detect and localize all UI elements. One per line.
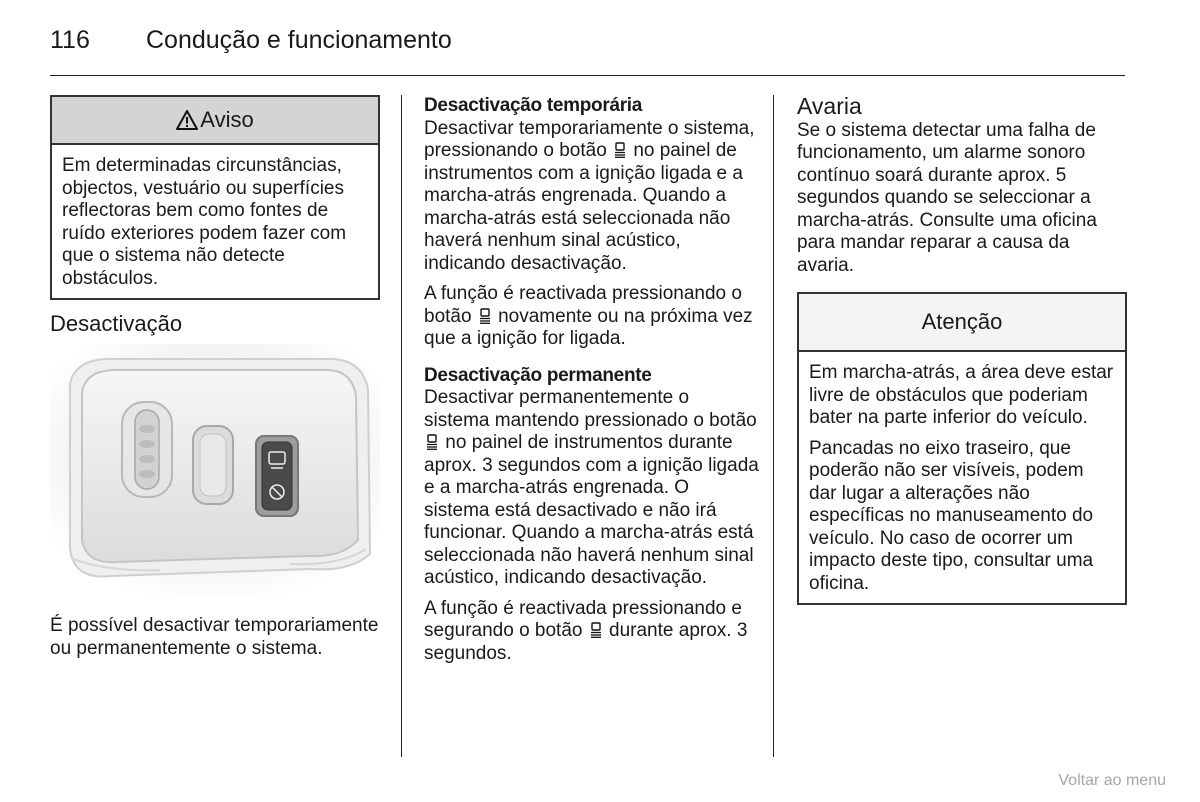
- perm-p1-part-a: Desactivar permanentemente o sistema mantendo pressionado o botão: [424, 387, 757, 431]
- parking-sensor-button-icon: [614, 142, 626, 158]
- attention-title: Atenção: [921, 308, 1003, 334]
- column-left: [50, 95, 380, 660]
- parking-sensor-button-icon: [426, 434, 438, 450]
- parking-sensor-button-icon: [479, 308, 491, 324]
- page-number: 116: [50, 26, 90, 54]
- warning-title: Aviso: [200, 106, 254, 132]
- page-header: [50, 26, 1125, 76]
- temp-p1-part-a: Desactivar temporariamente o sistema, pressionando o botão: [424, 117, 755, 161]
- warning-header: [52, 97, 378, 145]
- malfunction-text: Se o sistema detectar uma falha de funcionamento, um alarme sonoro contínuo soará durante aprox. 5 segundos quando se seleccionar a marcha-atrás. Consulte uma oficina para mandar reparar a causa da avaria.: [797, 119, 1097, 276]
- dashboard-switch-panel-illustration: [50, 344, 380, 594]
- column-middle: [424, 95, 759, 665]
- permanent-deactivation-text-1: [424, 387, 759, 590]
- header-divider: [50, 75, 1125, 76]
- subtitle-permanent-deactivation: Desactivação permanente: [424, 364, 652, 386]
- temporary-deactivation-text-2: [424, 283, 759, 351]
- section-title-malfunction: Avaria: [797, 93, 862, 119]
- column-right: [797, 95, 1127, 605]
- column-divider-1: [401, 95, 402, 757]
- attention-header: [799, 294, 1125, 352]
- chapter-title: Condução e funcionamento: [146, 26, 452, 54]
- section-title-deactivation: Desactivação: [50, 311, 183, 336]
- deactivation-caption: É possível desactivar temporariamente ou permanentemente o sistema.: [50, 615, 379, 659]
- attention-text-1: Em marcha-atrás, a área deve estar livre de obstáculos que poderiam bater na parte inferior do veículo.: [809, 362, 1114, 428]
- warning-box: [50, 95, 380, 300]
- perm-p2-part-b: durante aprox. 3 segundos.: [424, 620, 748, 664]
- attention-text-2: Pancadas no eixo traseiro, que poderão não ser visíveis, podem dar lugar a alterações não específicas no manuseamento do veículo. No caso de ocorrer um impacto deste tipo, consultar uma oficina.: [809, 437, 1094, 594]
- warning-text: Em determinadas circunstâncias, objectos, vestuário ou superfícies reflectoras bem como fontes de ruído exteriores podem fazer com que o sistema não detecte obstáculos.: [62, 155, 347, 289]
- temporary-deactivation-text-1: [424, 118, 759, 276]
- back-to-menu-link[interactable]: Voltar ao menu: [1058, 772, 1166, 789]
- permanent-deactivation-text-2: [424, 598, 759, 666]
- temp-p2-part-a: A função é reactivada pressionando o botão: [424, 283, 742, 327]
- perm-p2-part-a: A função é reactivada pressionando e segurando o botão: [424, 597, 742, 641]
- subtitle-temporary-deactivation: Desactivação temporária: [424, 95, 643, 116]
- temp-p1-part-b: no painel de instrumentos com a ignição ligada e a marcha-atrás engrenada. Quando a marcha-atrás está seleccionada não haverá nenhum sinal acústico, indicando desactivação.: [424, 140, 743, 274]
- perm-p1-part-b: no painel de instrumentos durante aprox. 3 segundos com a ignição ligada e a marcha-atrás engrenada. O sistema está desactivado e não irá funcionar. Quando a marcha-atrás está seleccionada não haverá nenhum sinal acústico, indicando desactivação.: [424, 432, 759, 588]
- warning-triangle-icon: [176, 110, 198, 130]
- parking-sensor-button-icon: [590, 622, 602, 638]
- temp-p2-part-b: novamente ou na próxima vez que a ignição for ligada.: [424, 305, 753, 349]
- attention-box: [797, 292, 1127, 605]
- column-divider-2: [773, 95, 774, 757]
